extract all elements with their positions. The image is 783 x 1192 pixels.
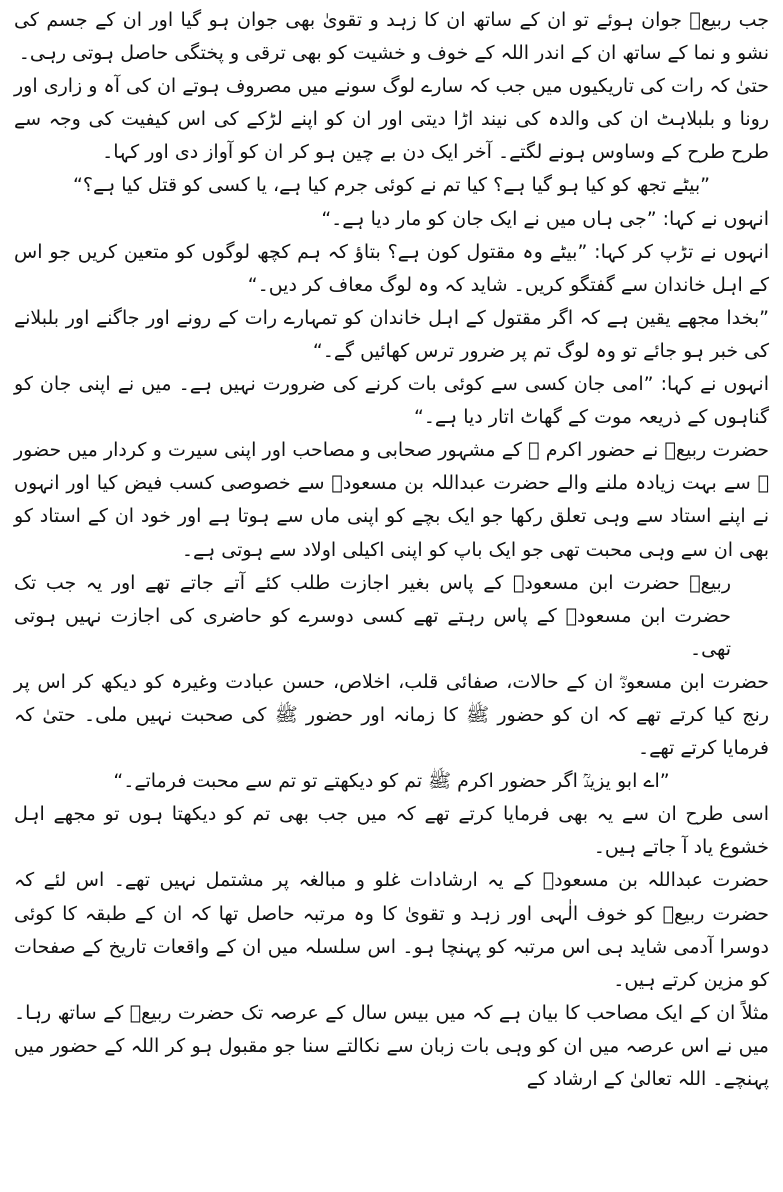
paragraph-ibn-masood-regret: حضرت ابن مسعودؓ ان کے حالات، صفائی قلب، اخلاص، حسن عبادت وغیرہ کو دیکھ کر اس پر رنج کیا کرتے تھے کہ ان کو حضور ﷺ کا زمانہ اور حضور ﷺ کی صحبت نہیں ملی۔ حتیٰ کہ فرمایا کرتے تھے۔ — [14, 670, 769, 760]
paragraph-rabi-youth: جب ربیعؒ جوان ہوئے تو ان کے ساتھ ان کا زہد و تقویٰ بھی جوان ہو گیا اور ان کے جسم کی نشو و نما کے ساتھ ان کے اندر اللہ کے خوف و خشیت کو بھی ترقی و پختگی حاصل ہوتی رہی۔ — [14, 9, 769, 65]
paragraph-visits-without-permission: ربیعؒ حضرت ابن مسعودؓ کے پاس بغیر اجازت طلب کئے آتے جاتے تھے اور یہ جب تک حضرت ابن مسعودؓ کے پاس رہتے تھے کسی دوسرے کو حاضری کی اجازت نہیں ہوتی تھی۔ — [14, 571, 731, 660]
paragraph-people-of-humility: اسی طرح ان سے یہ بھی فرمایا کرتے تھے کہ میں جب بھی تم کو دیکھتا ہوں تو مجھے اہل خشوع یاد آ جاتے ہیں۔ — [14, 803, 769, 859]
paragraph-reply-killed-soul: انہوں نے کہا: ”جی ہاں میں نے ایک جان کو مار دیا ہے۔“ — [321, 207, 769, 230]
paragraph-mother-asks-victim: انہوں نے تڑپ کر کہا: ”بیٹے وہ مقتول کون ہے؟ بتاؤ کہ ہم کچھ لوگوں کو متعین کریں جو اس کے اہل خاندان سے گفتگو کریں۔ شاید کہ وہ لوگ معاف کر دیں۔“ — [14, 240, 769, 296]
paragraph-night-weeping: حتیٰ کہ رات کی تاریکیوں میں جب کہ سارے لوگ سونے میں مصروف ہوتے ان کی آہ و زاری اور رونا و بلبلاہٹ ان کی والدہ کی نیند اڑا دیتی اور ان کو اپنے لڑکے کی اس کیفیت کی وجہ سے طرح طرح کے وساوس ہونے لگتے۔ آخر ایک دن بے چین ہو کر ان کو آواز دی اور کہا۔ — [14, 75, 769, 164]
paragraph-reply-sins: انہوں نے کہا: ”امی جان کسی سے کوئی بات کرنے کی ضرورت نہیں ہے۔ میں نے اپنی جان کو گناہوں کے ذریعہ موت کے گھاٹ اتار دیا ہے۔“ — [14, 373, 769, 429]
document-page — [14, 4, 769, 1096]
quote-mother-question: ”بیٹے تجھ کو کیا ہو گیا ہے؟ کیا تم نے کوئی جرم کیا ہے، یا کسی کو قتل کیا ہے؟“ — [73, 174, 710, 197]
quote-mother-reassurance: ”بخدا مجھے یقین ہے کہ اگر مقتول کے اہل خاندان کو تمہارے رات کے رونے اور جاگنے اور بلبلانے کی خبر ہو جائے تو وہ لوگ تم پر ضرور ترس کھائیں گے۔“ — [14, 306, 769, 362]
paragraph-ibn-masood-teacher: حضرت ربیعؒ نے حضور اکرم ﷺ کے مشہور صحابی و مصاحب اور اپنی سیرت و کردار میں حضور ﷺ سے بہت زیادہ ملنے والے حضرت عبداللہ بن مسعودؓ سے خصوصی کسب فیض کیا اور انہوں نے اپنے استاد سے وہی تعلق رکھا جو ایک بچے کو اپنی ماں سے ہوتا ہے اور خود ان کے استاد کو بھی ان سے وہی محبت تھی جو ایک باپ کو اپنی اکیلی اولاد سے ہوتی ہے۔ — [14, 439, 769, 561]
paragraph-companion-twenty-years: مثلاً ان کے ایک مصاحب کا بیان ہے کہ میں بیس سال کے عرصہ تک حضرت ربیعؒ کے ساتھ رہا۔ میں نے اس عرصہ میں ان کو وہی بات زبان سے نکالتے سنا جو مقبول ہو کر اللہ کے حضور میں پہنچے۔ اللہ تعالیٰ کے ارشاد کے — [14, 1001, 769, 1090]
paragraph-no-exaggeration: حضرت عبداللہ بن مسعودؓ کے یہ ارشادات غلو و مبالغہ پر مشتمل نہیں تھے۔ اس لئے کہ حضرت ربیعؒ کو خوف الٰہی اور زہد و تقویٰ کا وہ مرتبہ حاصل تھا کہ ان کے طبقہ کا کوئی دوسرا آدمی شاید ہی اس مرتبہ کو پہنچا ہو۔ اس سلسلہ میں ان کے واقعات تاریخ کے صفحات کو مزین کرتے ہیں۔ — [14, 869, 769, 991]
quote-abu-yazid: ”اے ابو یزیدؒ اگر حضور اکرم ﷺ تم کو دیکھتے تو تم سے محبت فرماتے۔“ — [113, 770, 670, 793]
